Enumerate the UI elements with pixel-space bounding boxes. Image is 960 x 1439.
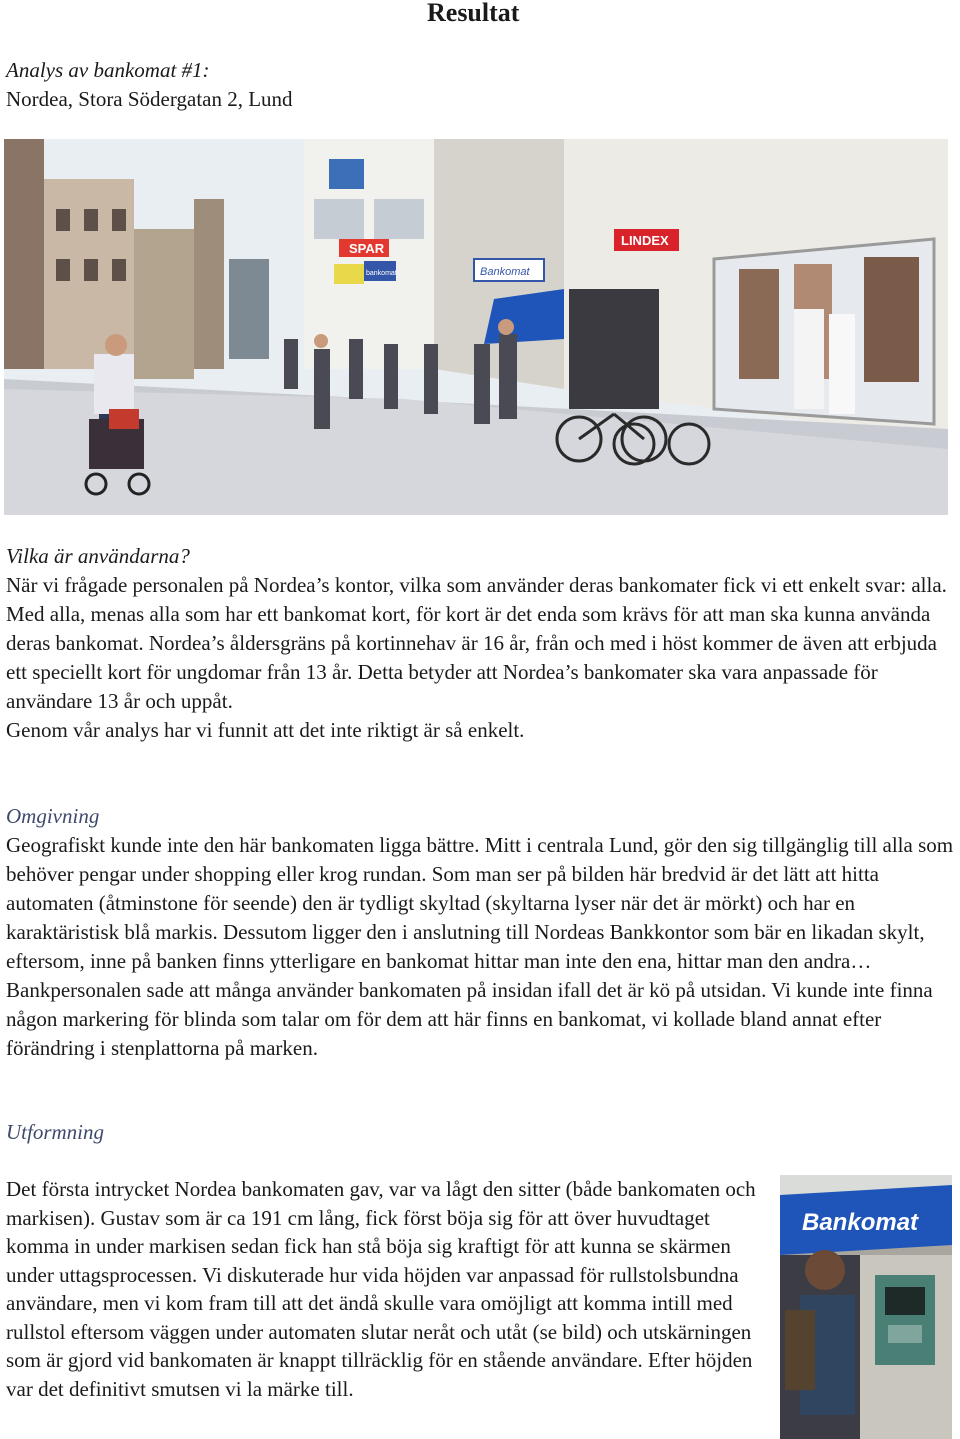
atm-awning-label: Bankomat bbox=[802, 1209, 919, 1236]
design-heading-block bbox=[6, 1118, 954, 1147]
design-heading: Utformning bbox=[6, 1120, 105, 1144]
bankomat-sign-label: Bankomat bbox=[480, 266, 530, 278]
users-section bbox=[6, 542, 954, 745]
users-paragraph-3: Genom vår analys har vi funnit att det inte riktigt är så enkelt. bbox=[6, 718, 525, 742]
design-paragraph: Det första intrycket Nordea bankomaten gav, var va lågt den sitter (både bankomaten och markisen). Gustav som är ca 191 cm lång, fick först böja sig för att över huvudtaget komma in under markisen sedan fick han stå böja sig kraftigt för att kunna se skärmen under uttagsprocessen. Vi diskuterade hur vida höjden var anpassad för rullstolsbundna användare, men vi kom fram till att det ändå skulle vara omöjligt att komma intill med rullstol eftersom väggen under automaten slutar neråt och utåt (se bild) och utskärningen som är gjord vid bankomaten är knappt tillräcklig för en stående användare. Efter höjden var det definitivt smutsen vi la märke till. bbox=[6, 1177, 756, 1401]
bankomat-sign-small-label: bankomat bbox=[366, 270, 397, 277]
environment-section bbox=[6, 802, 954, 1063]
analysis-heading bbox=[6, 56, 293, 114]
spar-sign-label: SPAR bbox=[349, 241, 385, 256]
environment-heading: Omgivning bbox=[6, 804, 100, 828]
street-photo bbox=[4, 139, 948, 515]
design-section bbox=[6, 1175, 766, 1403]
lindex-sign-label: LINDEX bbox=[621, 233, 669, 248]
users-heading: Vilka är användarna? bbox=[6, 544, 190, 568]
page-title: Resultat bbox=[427, 0, 520, 27]
environment-paragraph: Geografiskt kunde inte den här bankomaten ligga bättre. Mitt i centrala Lund, gör den sig tillgänglig till alla som behöver pengar under shopping eller krog rundan. Som man ser på bilden här bredvid är det lätt att hitta automaten (åtminstone för seende) den är tydligt skyltad (skyltarna lyser när det är mörkt) och har en karaktäristisk blå markis. Dessutom ligger den i anslutning till Nordeas Bankkontor som bär en likadan skylt, eftersom, inne på banken finns ytterligare en bankomat hittar man inte den ena, hittar man den andra… Bankpersonalen sade att många använder bankomaten på insidan ifall det är kö på utsidan. Vi kunde inte finna någon markering för blinda som talar om för dem att här finns en bankomat, vi kollade bland annat efter förändring i stenplattorna på marken. bbox=[6, 833, 954, 1060]
analysis-title: Analys av bankomat #1: bbox=[6, 58, 210, 82]
analysis-location: Nordea, Stora Södergatan 2, Lund bbox=[6, 87, 293, 111]
atm-photo bbox=[780, 1175, 952, 1439]
users-paragraph-1: När vi frågade personalen på Nordea’s kontor, vilka som använder deras bankomater fick vi ett enkelt svar: alla. bbox=[6, 573, 947, 597]
users-paragraph-2: Med alla, menas alla som har ett bankomat kort, för kort är det enda som krävs för att man ska kunna använda deras bankomat. Nordea’s åldersgräns på kortinnehav är 16 år, från och med i höst kommer de även att erbjuda ett speciellt kort för ungdomar från 13 år. Detta betyder att Nordea’s bankomater ska vara anpassade för användare 13 år och uppåt. bbox=[6, 602, 937, 713]
